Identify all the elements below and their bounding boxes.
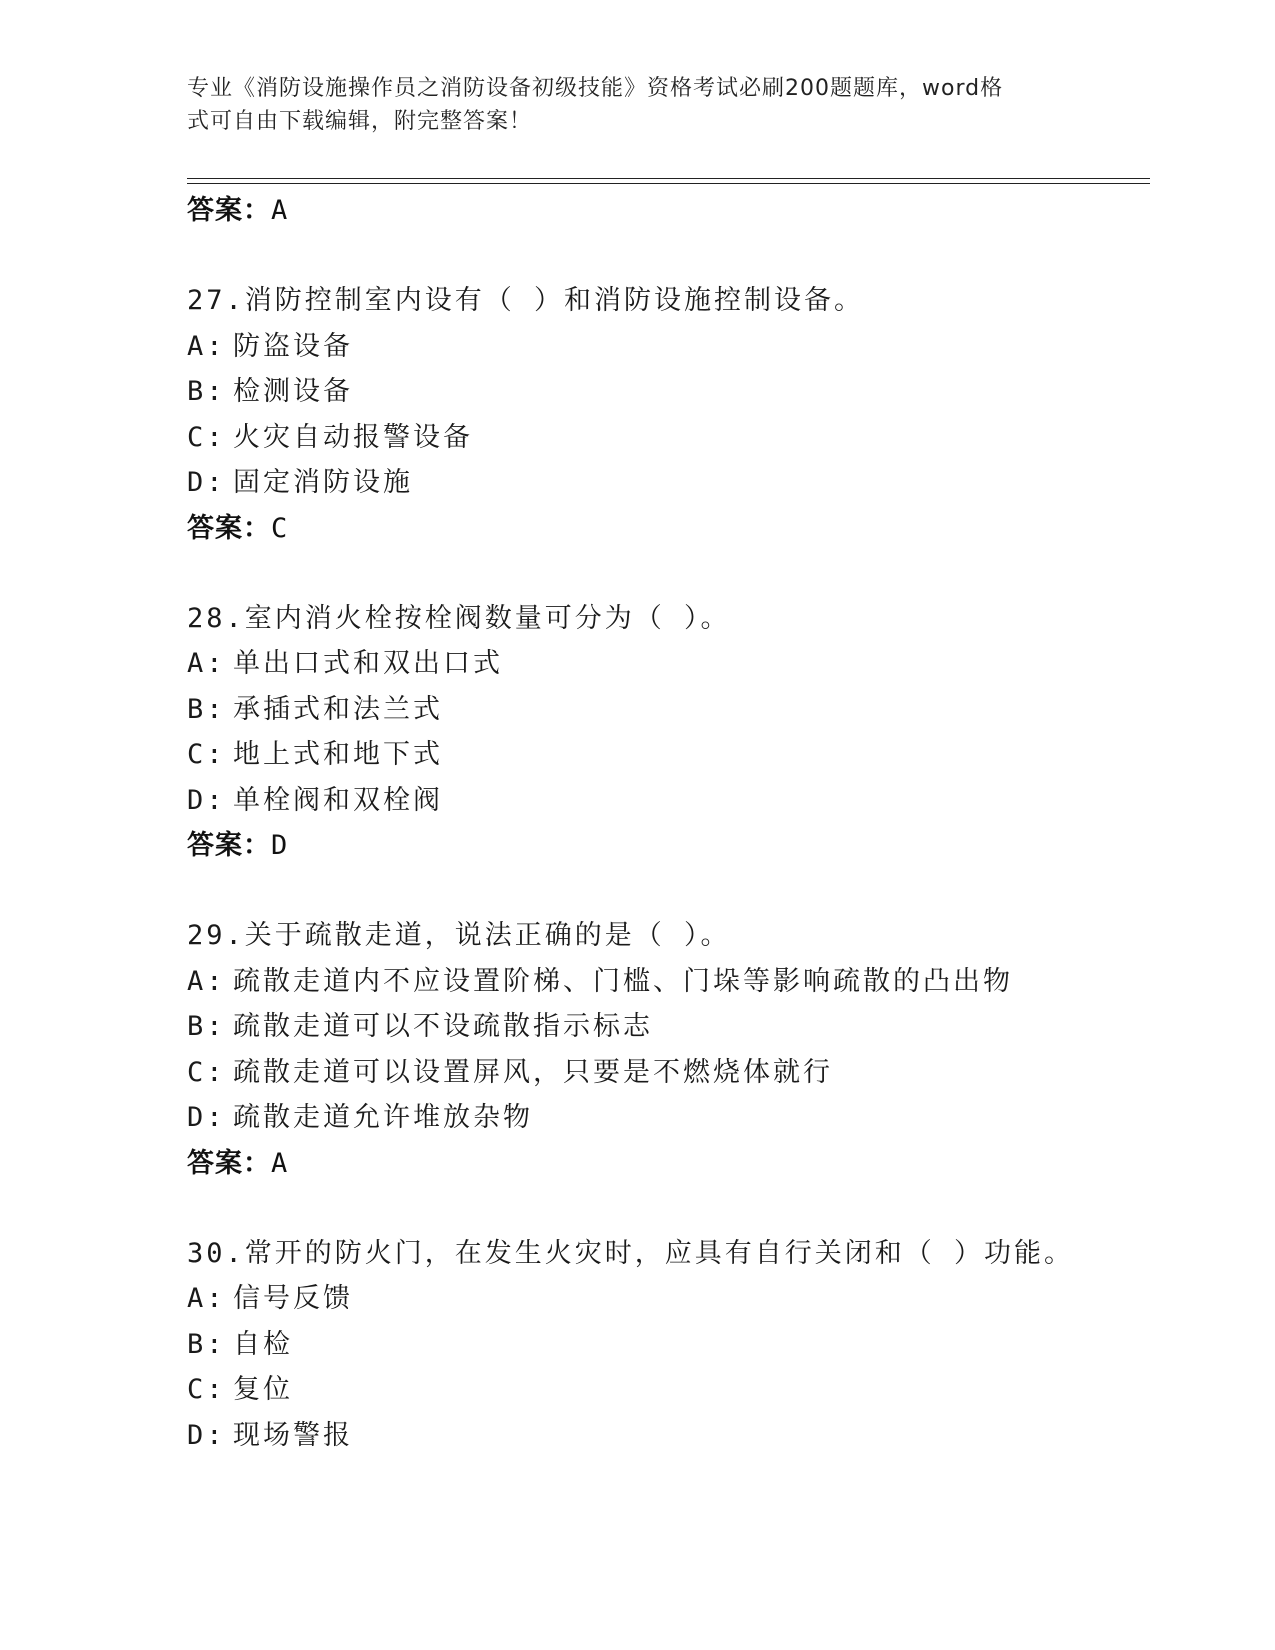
answer-value: C xyxy=(271,512,289,544)
option-text: 单出口式和双出口式 xyxy=(233,648,503,679)
header-divider-bottom xyxy=(187,183,1150,184)
option-key: D: xyxy=(187,1102,226,1133)
option-key: D: xyxy=(187,1419,226,1451)
option-key: A: xyxy=(187,965,226,997)
option-d xyxy=(187,1413,1150,1459)
question-list xyxy=(187,188,1150,1458)
question-27 xyxy=(187,278,1150,552)
option-text: 检测设备 xyxy=(233,376,353,407)
document-header xyxy=(187,72,1087,138)
option-a xyxy=(187,324,1150,370)
option-key: B: xyxy=(187,1328,226,1360)
header-line-2: 式可自由下载编辑，附完整答案！ xyxy=(187,109,533,134)
option-text: 火灾自动报警设备 xyxy=(233,421,473,453)
option-text: 固定消防设施 xyxy=(233,467,413,498)
question-stem: 30.常开的防火门，在发生火灾时，应具有自行关闭和（ ）功能。 xyxy=(187,1237,1075,1269)
option-key: C: xyxy=(187,421,226,453)
option-key: C: xyxy=(187,739,226,770)
answer-line xyxy=(187,188,1150,234)
answer-label: 答案： xyxy=(187,512,271,544)
option-text: 地上式和地下式 xyxy=(233,739,443,770)
question-stem: 28.室内消火栓按栓阀数量可分为（ ）。 xyxy=(187,602,731,634)
option-text: 自检 xyxy=(233,1328,293,1360)
option-text: 承插式和法兰式 xyxy=(233,693,443,725)
option-a xyxy=(187,959,1150,1005)
answer-value: A xyxy=(271,1147,289,1179)
option-key: A: xyxy=(187,648,226,679)
option-c xyxy=(187,415,1150,461)
option-text: 疏散走道允许堆放杂物 xyxy=(233,1102,533,1133)
answer-value: A xyxy=(271,195,289,226)
option-text: 疏散走道可以不设疏散指示标志 xyxy=(233,1011,653,1042)
option-c xyxy=(187,732,1150,778)
answer-label: 答案： xyxy=(187,830,271,861)
answer-line xyxy=(187,1141,1150,1187)
answer-line xyxy=(187,506,1150,552)
option-key: D: xyxy=(187,784,226,816)
option-text: 信号反馈 xyxy=(233,1283,353,1314)
question-stem: 27.消防控制室内设有（ ）和消防设施控制设备。 xyxy=(187,285,865,316)
option-key: B: xyxy=(187,376,226,407)
header-line-1: 专业《消防设施操作员之消防设备初级技能》资格考试必刷200题题库，word格 xyxy=(187,76,1004,101)
answer-line xyxy=(187,823,1150,869)
question-stem: 29.关于疏散走道，说法正确的是（ ）。 xyxy=(187,920,731,951)
option-text: 复位 xyxy=(233,1374,293,1405)
answer-label: 答案： xyxy=(187,1147,271,1179)
option-a xyxy=(187,641,1150,687)
option-b xyxy=(187,687,1150,733)
option-key: D: xyxy=(187,467,226,498)
option-text: 单栓阀和双栓阀 xyxy=(233,784,443,816)
header-divider-top xyxy=(187,178,1150,179)
option-text: 疏散走道内不应设置阶梯、门槛、门垛等影响疏散的凸出物 xyxy=(233,965,1013,997)
question-30 xyxy=(187,1231,1150,1459)
option-key: A: xyxy=(187,330,226,362)
question-29 xyxy=(187,913,1150,1187)
option-c xyxy=(187,1050,1150,1096)
option-key: A: xyxy=(187,1283,226,1314)
option-key: C: xyxy=(187,1374,226,1405)
option-c xyxy=(187,1367,1150,1413)
option-text: 现场警报 xyxy=(233,1419,353,1451)
option-d xyxy=(187,778,1150,824)
option-key: B: xyxy=(187,1011,226,1042)
option-key: C: xyxy=(187,1056,226,1088)
answer-value: D xyxy=(271,830,289,861)
option-text: 防盗设备 xyxy=(233,330,353,362)
option-key: B: xyxy=(187,693,226,725)
option-b xyxy=(187,369,1150,415)
option-a xyxy=(187,1276,1150,1322)
option-b xyxy=(187,1322,1150,1368)
answer-label: 答案： xyxy=(187,195,271,226)
option-b xyxy=(187,1004,1150,1050)
option-text: 疏散走道可以设置屏风，只要是不燃烧体就行 xyxy=(233,1056,833,1088)
option-d xyxy=(187,1095,1150,1141)
question-28 xyxy=(187,596,1150,870)
option-d xyxy=(187,460,1150,506)
